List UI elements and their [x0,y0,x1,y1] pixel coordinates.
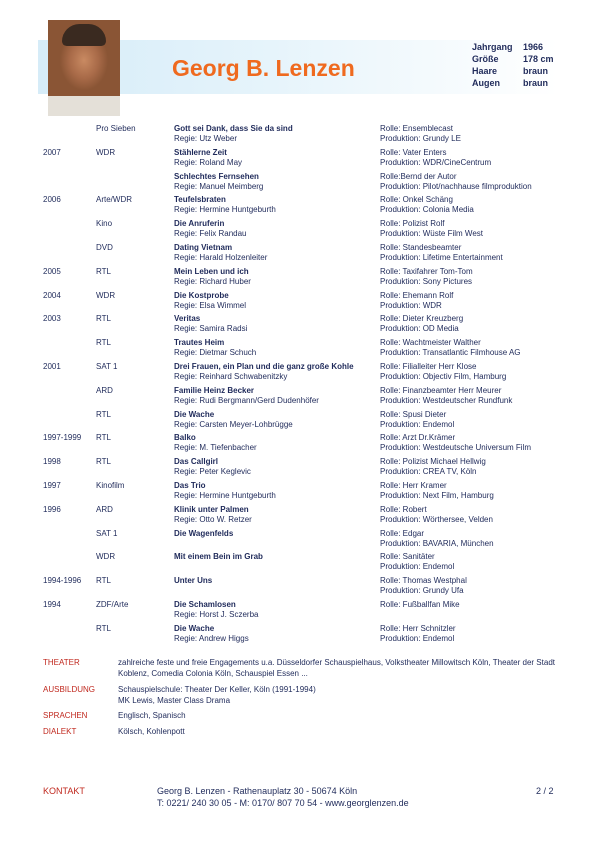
entry-rolle: Rolle: Taxifahrer Tom-Tom [380,266,473,276]
filmography-row [0,600,600,624]
entry-regie: Regie: Felix Randau [174,229,247,239]
entry-channel: Arte/WDR [96,195,132,205]
entry-title: Gott sei Dank, dass Sie da sind [174,124,293,133]
stat-jahrgang: Jahrgang 1966 [472,42,544,52]
entry-rolle: Rolle: Ensemblecast [380,124,453,133]
entry-rolle: Rolle: Herr Schnitzler [380,623,456,633]
stat-haare: Haare braun [472,66,549,76]
filmography-row [0,457,600,481]
entry-rolle: Rolle:Bernd der Autor [380,171,457,181]
section-label: THEATER [43,658,80,667]
entry-title: Mit einem Bein im Grab [174,552,263,562]
entry-year: 1998 [43,457,61,467]
entry-title: Die Kostprobe [174,290,229,300]
entry-produktion: Produktion: Endemol [380,633,455,643]
filmography-row [0,410,600,434]
entry-year: 2007 [43,147,61,157]
section-label: AUSBILDUNG [43,685,96,694]
filmography-row [0,481,600,505]
entry-channel: RTL [96,623,111,633]
entry-channel: WDR [96,147,116,157]
entry-channel: ARD [96,385,113,395]
portrait-photo [48,20,120,116]
portrait-hair [62,24,106,46]
entry-year: 2001 [43,361,61,371]
entry-rolle: Rolle: Onkel Schäng [380,195,453,205]
filmography-row [0,267,600,291]
entry-title: Veritas [174,314,201,324]
filmography-row [0,291,600,315]
filmography-row [0,195,600,219]
footer-label: KONTAKT [43,786,85,796]
entry-produktion: Produktion: Objectiv Film, Hamburg [380,371,507,381]
entry-rolle: Rolle: Vater Enters [380,147,447,157]
entry-produktion: Produktion: Grundy LE [380,134,461,143]
entry-title: Mein Leben und ich [174,266,249,276]
entry-regie: Regie: Andrew Higgs [174,633,249,643]
entry-produktion: Produktion: WDR/CineCentrum [380,157,492,167]
entry-regie: Regie: Harald Holzenleiter [174,252,268,262]
filmography-row [0,433,600,457]
filmography-row [0,576,600,600]
entry-title: Teufelsbraten [174,195,226,205]
entry-produktion: Produktion: Wüste Film West [380,229,483,239]
entry-title: Die Schamlosen [174,599,236,609]
entry-year: 2005 [43,266,61,276]
entry-channel: WDR [96,290,116,300]
entry-regie: Regie: M. Tiefenbacher [174,443,257,453]
entry-produktion: Produktion: Wörthersee, Velden [380,514,493,524]
ausbildung-line: Schauspielschule: Theater Der Keller, Köln (1991-1994) [118,685,316,694]
entry-regie: Regie: Carsten Meyer-Lohbrügge [174,419,293,429]
entry-produktion: Produktion: Colonia Media [380,205,474,215]
section-text: zahlreiche feste und freie Engagements u.a. Düsseldorfer Schauspielhaus, Volkstheater Millowitsch Köln, Theater der Stadt Koblenz, Comedia Colonia Köln, Schauspiel Essen ... [118,658,555,678]
filmography-row [0,552,600,576]
filmography-row [0,624,600,648]
entry-title: Stählerne Zeit [174,147,227,157]
filmography-row [0,148,600,172]
entry-year: 1997 [43,480,61,490]
filmography-row [0,314,600,338]
entry-regie: Regie: Peter Keglevic [174,467,251,477]
entry-regie: Regie: Hermine Huntgeburth [174,205,276,215]
entry-rolle: Rolle: Sanitäter [380,552,435,562]
entry-title: Die Anruferin [174,219,225,229]
entry-produktion: Produktion: Transatlantic Filmhouse AG [380,348,521,358]
entry-rolle: Rolle: Herr Kramer [380,480,447,490]
entry-channel: RTL [96,338,111,348]
entry-title: Trautes Heim [174,338,225,348]
entry-produktion: Produktion: Westdeutscher Rundfunk [380,395,513,405]
entry-channel: Pro Sieben [96,124,136,133]
filmography-row [0,529,600,553]
section-text: Englisch, Spanisch [118,711,186,720]
entry-produktion: Produktion: Lifetime Entertainment [380,252,503,262]
entry-title: Drei Frauen, ein Plan und die ganz große Kohle [174,361,354,371]
entry-year: 2004 [43,290,61,300]
entry-regie: Regie: Roland May [174,157,243,167]
footer-phone-web: T: 0221/ 240 30 05 - M: 0170/ 807 70 54 - www.georglenzen.de [157,798,409,808]
entry-rolle: Rolle: Edgar [380,528,425,538]
entry-channel: RTL [96,433,111,443]
entry-regie: Regie: Hermine Huntgeburth [174,490,276,500]
entry-channel: ARD [96,504,113,514]
filmography-row [0,243,600,267]
actor-name: Georg B. Lenzen [172,55,355,81]
entry-rolle: Rolle: Polizist Rolf [380,219,445,229]
entry-channel: ZDF/Arte [96,599,129,609]
entry-rolle: Rolle: Robert [380,504,427,514]
filmography-row [0,338,600,362]
entry-channel: RTL [96,457,111,467]
entry-title: Die Wagenfelds [174,528,234,538]
entry-rolle: Rolle: Filialleiter Herr Klose [380,361,477,371]
section-text: Kölsch, Kohlenpott [118,727,185,736]
entry-rolle: Rolle: Wachtmeister Walther [380,338,481,348]
entry-rolle: Rolle: Arzt Dr.Krämer [380,433,456,443]
entry-rolle: Rolle: Thomas Westphal [380,576,467,586]
entry-produktion: Produktion: Sony Pictures [380,276,473,286]
section-text [118,685,588,706]
entry-regie: Regie: Rudi Bergmann/Gerd Dudenhöfer [174,395,319,405]
entry-rolle: Rolle: Standesbeamter [380,242,462,252]
entry-year: 2003 [43,314,61,324]
entry-regie: Regie: Manuel Meimberg [174,181,264,191]
entry-title: Die Wache [174,409,215,419]
entry-produktion: Produktion: BAVARIA, München [380,538,494,548]
entry-regie: Regie: Otto W. Retzer [174,514,252,524]
entry-produktion: Produktion: Endemol [380,419,455,429]
entry-rolle: Rolle: Spusi Dieter [380,409,447,419]
entry-channel: RTL [96,409,111,419]
filmography-list [0,124,600,648]
entry-title: Klinik unter Palmen [174,504,249,514]
entry-rolle: Rolle: Ehemann Rolf [380,290,454,300]
entry-regie: Regie: Samira Radsi [174,324,248,334]
filmography-row [0,219,600,243]
section-label: DIALEKT [43,727,77,736]
entry-title: Unter Uns [174,576,213,586]
entry-title: Balko [174,433,196,443]
entry-produktion: Produktion: Westdeutsche Universum Film [380,443,532,453]
personal-stats [472,41,554,89]
entry-rolle: Rolle: Finanzbeamter Herr Meurer [380,385,502,395]
entry-year: 1996 [43,504,61,514]
entry-channel: WDR [96,552,116,562]
entry-produktion: Produktion: CREA TV, Köln [380,467,477,477]
entry-channel: RTL [96,576,111,586]
entry-regie: Regie: Reinhard Schwabenitzky [174,371,288,381]
entry-rolle: Rolle: Polizist Michael Hellwig [380,457,486,467]
section-label: SPRACHEN [43,711,88,720]
filmography-row [0,172,600,196]
entry-produktion: Produktion: Pilot/nachhause filmproduktion [380,181,532,191]
filmography-row [0,386,600,410]
portrait-shirt [48,96,120,116]
entry-channel: Kino [96,219,113,229]
footer-address: Georg B. Lenzen - Rathenauplatz 30 - 50674 Köln [157,786,358,796]
entry-channel: Kinofilm [96,480,125,490]
stat-augen: Augen braun [472,78,549,88]
entry-channel: DVD [96,242,113,252]
filmography-row [0,124,600,148]
ausbildung-line: MK Lewis, Master Class Drama [118,695,231,705]
entry-title: Das Trio [174,480,206,490]
entry-channel: RTL [96,266,111,276]
entry-produktion: Produktion: WDR [380,300,442,310]
entry-year: 1994 [43,599,61,609]
entry-title: Die Wache [174,623,215,633]
entry-title: Dating Vietnam [174,242,233,252]
entry-channel: SAT 1 [96,528,118,538]
entry-produktion: Produktion: OD Media [380,324,459,334]
stat-groesse: Größe 178 cm [472,54,554,64]
entry-regie: Regie: Dietmar Schuch [174,348,257,358]
entry-year: 1997-1999 [43,433,82,443]
entry-title: Schlechtes Fernsehen [174,171,259,181]
entry-title: Familie Heinz Becker [174,385,255,395]
entry-regie: Regie: Richard Huber [174,276,251,286]
entry-regie: Regie: Horst J. Sczerba [174,609,259,619]
entry-channel: RTL [96,314,111,324]
entry-channel: SAT 1 [96,361,118,371]
entry-rolle: Rolle: Dieter Kreuzberg [380,314,464,324]
entry-produktion: Produktion: Next Film, Hamburg [380,490,494,500]
entry-regie: Regie: Elsa Wimmel [174,300,247,310]
filmography-row [0,362,600,386]
entry-year: 2006 [43,195,61,205]
page-number: 2 / 2 [536,786,554,796]
entry-regie: Regie: Utz Weber [174,134,237,143]
entry-year: 1994-1996 [43,576,82,586]
entry-title: Das Callgirl [174,457,219,467]
entry-rolle: Rolle: Fußballfan Mike [380,599,460,609]
filmography-row [0,505,600,529]
entry-produktion: Produktion: Grundy Ufa [380,586,464,596]
entry-produktion: Produktion: Endemol [380,562,455,572]
